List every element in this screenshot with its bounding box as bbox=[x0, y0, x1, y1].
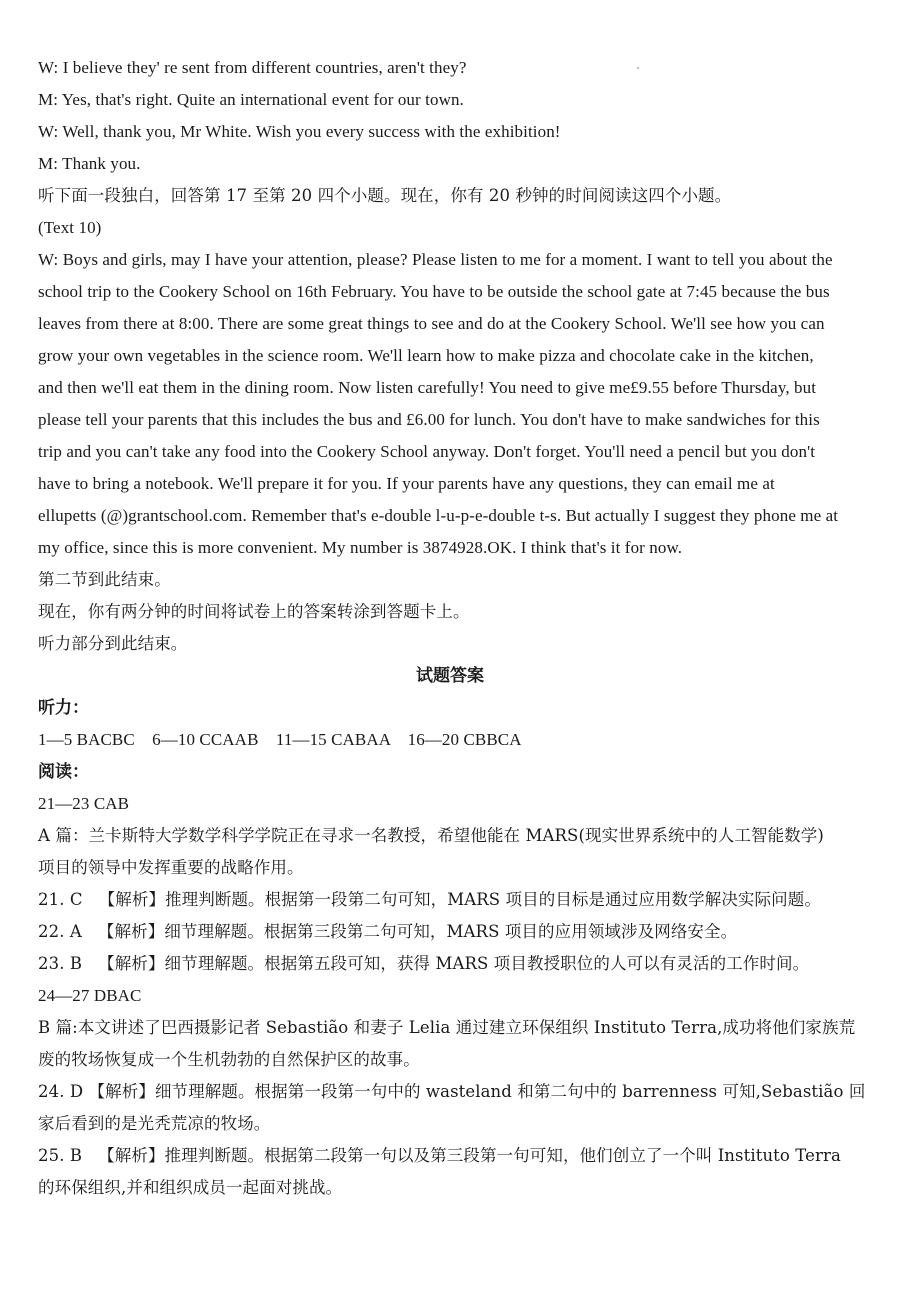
transcript-line: grow your own vegetables in the science room. We'll learn how to make pizza and chocolate cake in the kitchen, bbox=[38, 346, 814, 365]
transcript-line: school trip to the Cookery School on 16th February. You have to be outside the school gate at 7:45 because the bus bbox=[38, 282, 830, 301]
section-instruction: 听下面一段独白，回答第 17 至第 20 四个小题。现在，你有 20 秒钟的时间阅读这四个小题。 bbox=[38, 186, 732, 205]
text-label: (Text 10) bbox=[38, 218, 102, 237]
answer-group: 21—23 CAB bbox=[38, 794, 130, 813]
reading-heading: 阅读： bbox=[38, 762, 89, 782]
answer-explanation: 24. D 【解析】细节理解题。根据第一段第一句中的 wasteland 和第二句中的 barrenness 可知,Sebastião 回 bbox=[38, 1082, 866, 1101]
transcript-line: W: Boys and girls, may I have your attention, please? Please listen to me for a moment. I want to tell you about the bbox=[38, 250, 833, 269]
transcript-line: W: Well, thank you, Mr White. Wish you every success with the exhibition! bbox=[38, 122, 561, 141]
listening-heading: 听力： bbox=[38, 698, 89, 718]
listening-answers: 1—5 BACBC 6—10 CCAAB 11—15 CABAA 16—20 CBBCA bbox=[38, 730, 522, 749]
transcript-line: ellupetts (@)grantschool.com. Remember that's e-double l-u-p-e-double t-s. But actually I suggest they phone me at bbox=[38, 506, 839, 525]
answer-explanation: 的环保组织,并和组织成员一起面对挑战。 bbox=[38, 1178, 343, 1197]
transcript-line: W: I believe they' re sent from different countries, aren't they? bbox=[38, 58, 467, 77]
transcript-line: trip and you can't take any food into the Cookery School anyway. Don't forget. You'll need a pencil but you don't bbox=[38, 442, 816, 461]
answers-title: 试题答案 bbox=[416, 666, 484, 686]
passage-summary: 项目的领导中发挥重要的战略作用。 bbox=[38, 858, 304, 877]
transcript-line: M: Yes, that's right. Quite an international event for our town. bbox=[38, 90, 464, 109]
transcript-line: M: Thank you. bbox=[38, 154, 141, 173]
passage-summary: A 篇：兰卡斯特大学数学科学学院正在寻求一名教授，希望他能在 MARS(现实世界系统中的人工智能数学) bbox=[38, 826, 824, 845]
answer-group: 24—27 DBAC bbox=[38, 986, 142, 1005]
transcript-line: leaves from there at 8:00. There are some great things to see and do at the Cookery School. We'll see how you can bbox=[38, 314, 825, 333]
answer-explanation: 21. C 【解析】推理判断题。根据第一段第二句可知，MARS 项目的目标是通过应用数学解决实际问题。 bbox=[38, 890, 821, 909]
transcript-line: have to bring a notebook. We'll prepare it for you. If your parents have any questions, they can email me at bbox=[38, 474, 775, 493]
answer-explanation: 家后看到的是光秃荒凉的牧场。 bbox=[38, 1114, 271, 1133]
answer-explanation: 25. B 【解析】推理判断题。根据第二段第一句以及第三段第一句可知，他们创立了一个叫 Instituto Terra bbox=[38, 1146, 841, 1165]
section-end-note: 第二节到此结束。 bbox=[38, 570, 171, 589]
answer-explanation: 23. B 【解析】细节理解题。根据第五段可知，获得 MARS 项目教授职位的人可以有灵活的工作时间。 bbox=[38, 954, 810, 973]
transcript-line: please tell your parents that this includes the bus and £6.00 for lunch. You don't have to make sandwiches for this bbox=[38, 410, 820, 429]
answer-explanation: 22. A 【解析】细节理解题。根据第三段第二句可知，MARS 项目的应用领域涉及网络安全。 bbox=[38, 922, 738, 941]
transcript-line: my office, since this is more convenient. My number is 3874928.OK. I think that's it for now. bbox=[38, 538, 683, 557]
listening-end-note: 听力部分到此结束。 bbox=[38, 634, 188, 653]
transfer-note: 现在，你有两分钟的时间将试卷上的答案转涂到答题卡上。 bbox=[38, 602, 470, 621]
passage-summary: B 篇:本文讲述了巴西摄影记者 Sebastião 和妻子 Lelia 通过建立环保组织 Instituto Terra,成功将他们家族荒 bbox=[38, 1018, 856, 1037]
passage-summary: 废的牧场恢复成一个生机勃勃的自然保护区的故事。 bbox=[38, 1050, 420, 1069]
transcript-line: and then we'll eat them in the dining room. Now listen carefully! You need to give me£9.55 before Thursday, but bbox=[38, 378, 817, 397]
